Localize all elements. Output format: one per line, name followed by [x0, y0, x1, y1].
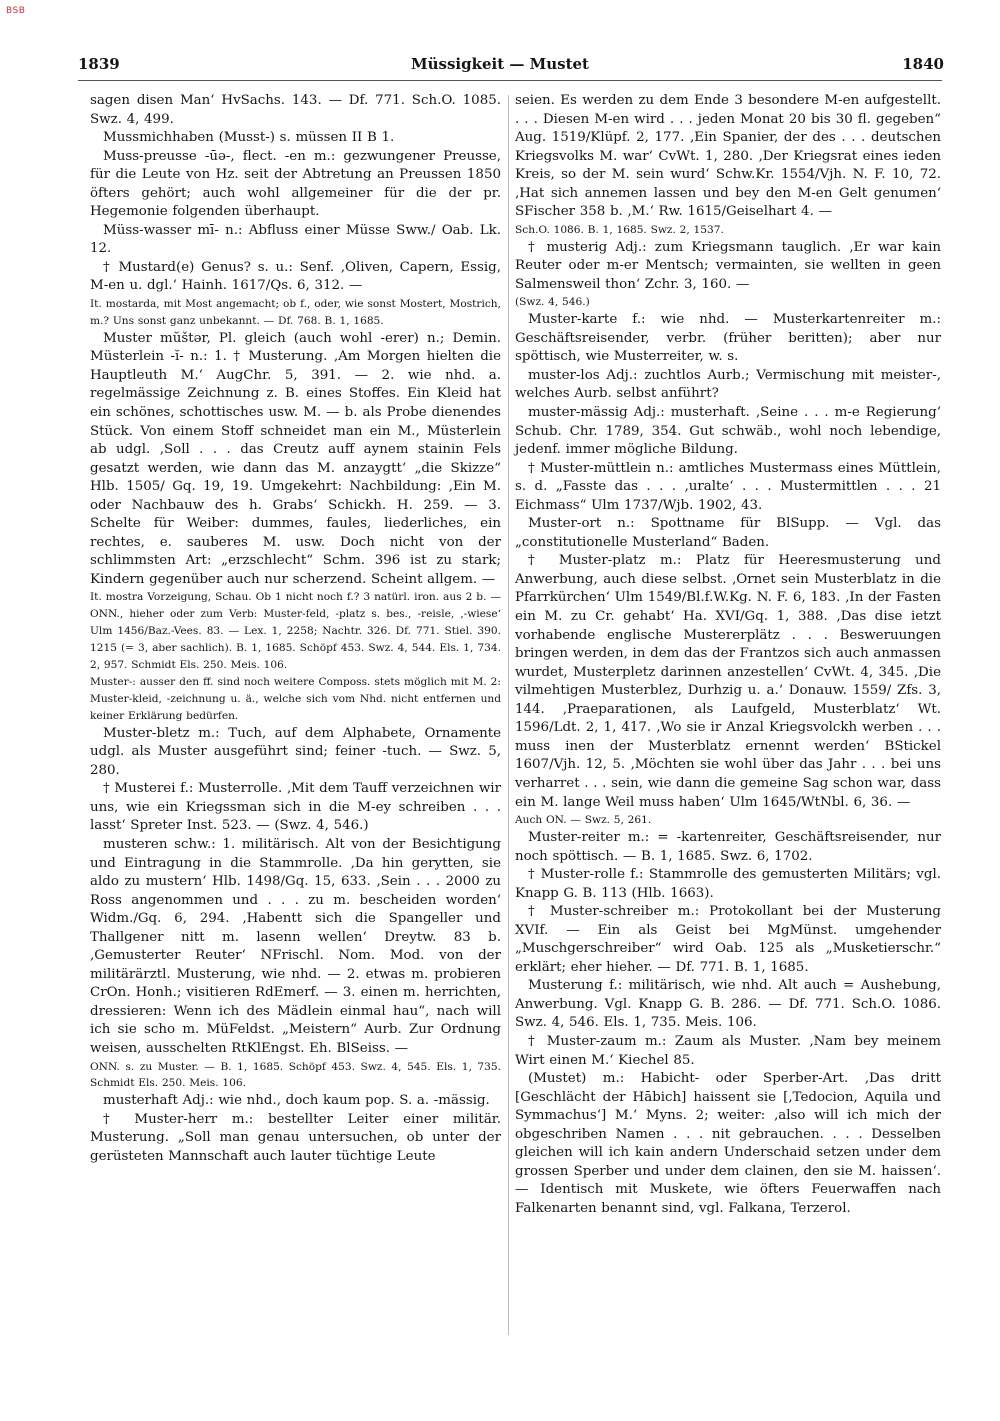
dictionary-entry: Musterung f.: militärisch, wie nhd. Alt auch = Aushebung, Anwerbung. Vgl. Knapp G. B. 286. — Df. 771. Sch.O. 1086. Swz. 4, 546. Els. 1, 735. Meis. 106.: [515, 978, 941, 1031]
dictionary-entry: Müss-wasser mī- n.: Abfluss einer Müsse Sww./ Oab. Lk. 12.: [90, 222, 501, 257]
page-number-right: 1840: [902, 55, 944, 73]
dictionary-entry: Muster-reiter m.: = -kartenreiter, Geschäftsreisender, nur noch spöttisch. — B. 1, 1685. Swz. 6, 1702.: [515, 829, 941, 864]
dictionary-entry: Muster-ort n.: Spottname für BlSupp. — Vgl. das „constitutionelle Musterland“ Baden.: [515, 516, 941, 550]
dictionary-entry: Mussmichhaben (Musst-) s. müssen II B 1.: [103, 130, 395, 146]
dictionary-entry: † Muster-zaum m.: Zaum als Muster. ‚Nam bey meinem Wirt einen M.‘ Kiechel 85.: [515, 1033, 941, 1068]
dictionary-note: (Swz. 4, 546.): [515, 296, 590, 309]
dictionary-entry: (Mustet) m.: Habicht- oder Sperber-Art. ‚Das dritt [Geschlächt der Hābich] haissent sie [‚Tedocion, Aquila und Symmachus‘] M.‘ Myns. 2; weiter: ‚also will ich mich der obgeschriben Namen . . . nit gebrauchen. . . . Desselben gleichen will ich kain andern Underschaid setzen under dem grossen Sperber und under dem clainen, den sie M. haissen‘. — Identisch mit Muskete, wie öfters Feuerwaffen nach Falkenarten benannt sind, vgl. Falkana, Terzerol.: [515, 1071, 941, 1216]
dictionary-entry: † Muster-schreiber m.: Protokollant bei der Musterung XVIf. — Ein als Geist bei MgMünst. umgehender „Muschgerschreiber“ wird Oab. 125 als „Musketierschr.“ erklärt; eher hieher. — Df. 771. B. 1, 1685.: [515, 904, 941, 975]
header-divider: [78, 80, 942, 81]
dictionary-entry: muster-mässig Adj.: musterhaft. ‚Seine . . . m-e Regierung‘ Schub. Chr. 1789, 354. Gut schwäb., wohl noch lebendige, jedenf. immer mögliche Bildung.: [515, 405, 941, 458]
dictionary-note: ONN. s. zu Muster. — B. 1, 1685. Schöpf 453. Swz. 4, 545. Els. 1, 735. Schmidt Els. 250. Meis. 106.: [90, 1060, 501, 1090]
dictionary-entry: † Muster-herr m.: bestellter Leiter einer militär. Musterung. „Soll man genau untersuchen, ob unter der gerüsteten Mannschaft auch lauter tüchtige Leute: [90, 1111, 501, 1165]
dictionary-note: It. mostra Vorzeigung, Schau. Ob 1 nicht noch f.? 3 natürl. iron. aus 2 b. — ONN., hieher oder zum Verb: Muster-feld, -platz s. bes., -reisle, ‚-wiese‘ Ulm 1456/Baz.-Vees. 83. — Lex. 1, 2258; Nachtr. 326. Df. 771. Stiel. 390. 1215 (= 3, aber sachlich). B. 1, 1685. Schöpf 453. Swz. 4, 544. Els. 1, 734. 2, 957. Schmidt Els. 250. Meis. 106.: [90, 591, 501, 672]
dictionary-entry: † Muster-müttlein n.: amtliches Mustermass eines Müttlein, s. d. „Fasste das . . . ‚uralte‘ . . . Mustermittlen . . . 21 Eichmass“ Ulm 1737/Wjb. 1902, 43.: [515, 460, 941, 513]
left-column: [90, 92, 501, 1167]
dictionary-note: Sch.O. 1086. B. 1, 1685. Swz. 2, 1537.: [515, 223, 724, 236]
dictionary-entry: † Muster-rolle f.: Stammrolle des gemusterten Militärs; vgl. Knapp G. B. 113 (Hlb. 1663).: [515, 867, 941, 901]
dictionary-entry: sagen disen Man‘ HvSachs. 143. — Df. 771. Sch.O. 1085. Swz. 4, 499.: [90, 93, 501, 127]
column-rule: [508, 95, 509, 1335]
dictionary-entry: musterhaft Adj.: wie nhd., doch kaum pop. S. a. -mässig.: [103, 1093, 490, 1109]
dictionary-entry: Muster-karte f.: wie nhd. — Musterkartenreiter m.: Geschäftsreisender, verbr. (früher beritten); aber nur spöttisch, wie Musterreiter, w. s.: [515, 312, 941, 365]
dictionary-entry: Muster mŭštər, Pl. gleich (auch wohl -erer) n.; Demin. Müsterlein -ĭ- n.: 1. † Musterung. ‚Am Morgen hielten die Hauptleuth M.‘ AugChr. 5, 391. — 2. wie nhd. a. regelmässige Zeichnung z. B. eines Stoffes. Ein Kleid hat ein schönes, schottisches usw. M. — b. als Probe dienendes Stück. Von einem Stoff schneidet man ein M., Müsterlein ab udgl. ‚Soll . . . das Creutz auff aynem stainin Fels gesatzt werden, wie dann das M. anzaygtt‘ „die Skizze“ Hlb. 1505/ Gq. 19, 19. Umgekehrt: Nachbildung: ‚Ein M. oder Nachbauw des h. Grabs‘ Schickh. H. 259. — 3. Schelte für Weiber: dummes, faules, liederliches, ein rechtes, e. sauberes M. usw. Doch nicht von der schlimmsten Art: „erzschlecht“ Schm. 396 ist zu stark; Kindern gegenüber auch nur scherzend. Scheint allgem. —: [90, 330, 501, 587]
dictionary-entry: Muss-preusse -ūə-, flect. -en m.: gezwungener Preusse, für die Leute von Hz. seit der Abtretung an Preussen 1850 öfters gehört; auch wohl allgemeiner für die der pr. Hegemonie folgenden überhaupt.: [90, 148, 501, 220]
dictionary-entry: Muster-bletz m.: Tuch, auf dem Alphabete, Ornamente udgl. als Muster ausgeführt sind; feiner -tuch. — Swz. 5, 280.: [90, 725, 501, 778]
dictionary-entry: musteren schw.: 1. militärisch. Alt von der Besichtigung und Eintragung in die Stammrolle. ‚Da hin gerytten, sie aldo zu mustern‘ Hlb. 1498/Gq. 15, 633. ‚Sein . . . 2000 zu Ross angenommen und . . . zu m. bescheiden worden‘ Widm./Gq. 6, 294. ‚Habentt sich die Spangeller und Thallgener nitt m. lasenn wellen‘ Dreytw. 83 b. ‚Gemusterter Reuter‘ NFrischl. Nom. Mod. von der militärärztl. Musterung, wie nhd. — 2. etwas m. probieren CrOn. Honh.; visitieren RdEmerf. — 3. einen m. herrichten, dressieren: Wenn ich des Mädlein einmal hau“, nach will ich sie scho m. MüFeldst. „Meistern“ Aurb. Zur Ordnung weisen, ausschelten RtKlEngst. Eh. BlSeiss. —: [90, 837, 501, 1057]
dictionary-entry: † musterig Adj.: zum Kriegsmann tauglich. ‚Er war kain Reuter oder m-er Mentsch; vermainten, sie wellten in geen Salmensweil thon‘ Zchr. 3, 160. —: [515, 239, 941, 292]
dictionary-entry: † Muster-platz m.: Platz für Heeresmusterung und Anwerbung, auch diese selbst. ‚Ornet sein Musterblatz in die Pfarrkürchen‘ Ulm 1549/Bl.f.W.Kg. N. F. 6, 183. ‚In der Fasten ein M. zu Cr. gehabt‘ Ha. XVI/Gq. 1, 388. ‚Das dise ietzt vorhabende englische Mustererplätz . . . Besweruungen bringen werden, in dem das der Frantzos sich auch anmassen wurdet, Musterpletz darinnen anzestellen‘ CvWt. 4, 345. ‚Die vilmehtigen Musterblez, Durhzig u. a.‘ Donauw. 1559/ Zfs. 3, 144. ‚Praeparationen, als Laufgeld, Musterblatz‘ Wt. 1596/Ldt. 2, 1, 417. ‚Wo sie ir Anzal Kriegsvolckh werben . . . muss inen der Musterblatz ernennt werden‘ BStickel 1607/Vjh. 12, 5. ‚Möchten sie wohl über das Jahr . . . bei uns verharret . . . sein, wie dann die gemeine Sag schon war, dass ein M. lange Weil muss haben‘ Ulm 1645/WtNbl. 6, 36. —: [515, 553, 941, 810]
page-number-left: 1839: [78, 55, 120, 73]
library-stamp: BSB: [6, 6, 26, 16]
dictionary-entry: † Mustard(e) Genus? s. u.: Senf. ‚Oliven, Capern, Essig, M-en u. dgl.‘ Hainh. 1617/Qs. 6, 312. —: [90, 259, 501, 294]
right-column: [515, 92, 941, 1218]
dictionary-note: It. mostarda, mit Most angemacht; ob f., oder, wie sonst Mostert, Mostrich, m.? Uns sonst ganz unbekannt. — Df. 768. B. 1, 1685.: [90, 298, 501, 327]
running-title: Müssigkeit — Mustet: [411, 55, 589, 73]
dictionary-note: Auch ON. — Swz. 5, 261.: [515, 814, 652, 827]
dictionary-entry: † Musterei f.: Musterrolle. ‚Mit dem Tauff verzeichnen wir uns, wie ein Kriegssman sich in die M-ey schreiben . . . lasst‘ Spreter Inst. 523. — (Swz. 4, 546.): [90, 781, 501, 834]
dictionary-entry: muster-los Adj.: zuchtlos Aurb.; Vermischung mit meister-, welches Aurb. selbst anführt?: [515, 367, 941, 402]
dictionary-entry: seien. Es werden zu dem Ende 3 besondere M-en aufgestellt. . . . Diesen M-en wird . . . jeden Monat 20 bis 30 fl. gegeben“ Aug. 1519/Klüpf. 2, 177. ‚Ein Spanier, der des . . . deutschen Kriegsvolks M. war‘ CvWt. 1, 280. ‚Der Kriegsrat eines ieden Kreis, so der M. sein wurd‘ Schw.Kr. 1554/Vjh. N. F. 10, 72. ‚Hat sich annemen lassen und bey den M-en Gelt genumen‘ SFischer 358 b. ‚M.‘ Rw. 1615/Geiselhart 4. —: [515, 93, 941, 220]
dictionary-note: Muster-: ausser den ff. sind noch weitere Composs. stets möglich mit M. 2: Muster-kleid, -zeichnung u. ä., welche sich vom Nhd. nicht entfernen und keiner Erklärung bedürfen.: [90, 676, 501, 722]
